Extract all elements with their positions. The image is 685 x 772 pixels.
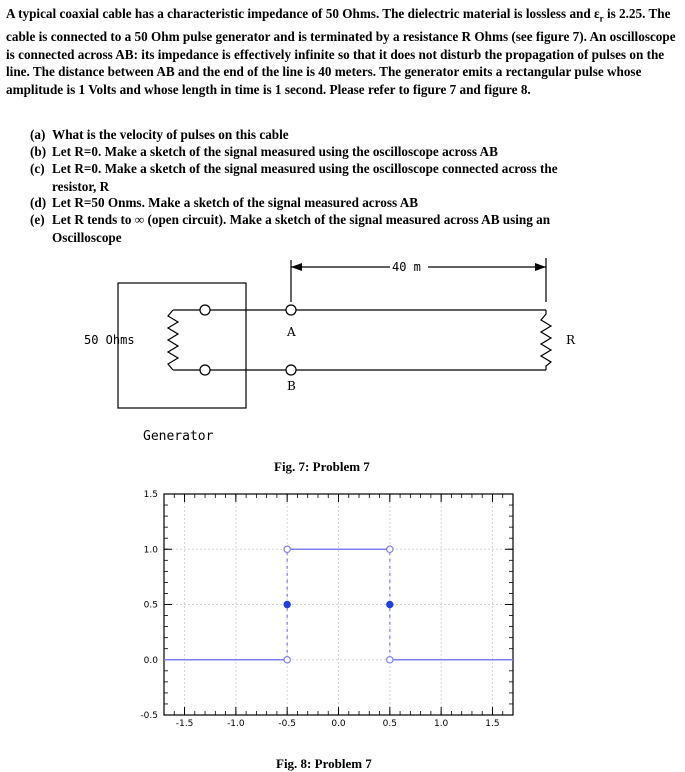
terminal-a-label: A [287,325,296,339]
open-point [387,546,393,552]
generator-resistance-label: 50 Ohms [84,333,135,347]
y-tick-label: 1.5 [143,490,158,500]
figure8-caption: Fig. 8: Problem 7 [276,756,372,771]
y-tick-label: 0.5 [143,600,158,611]
y-tick-label: -0.5 [140,711,158,721]
question-d: (d) Let R=50 Onms. Make a sketch of the signal measured across AB [30,195,419,210]
open-point [284,546,290,552]
open-point [284,657,290,663]
y-tick-label: 1.0 [143,545,158,556]
x-tick-label: 1.0 [433,719,449,729]
problem-intro: A typical coaxial cable has a characteristic impedance of 50 Ohms. The dielectric material is lossless and $\varepsilon_r$ is 2.25. The cable is connected to a 50 Ohm pulse generator and is terminated by a resistance R Ohms (see figure 7). An oscilloscope is connected across AB: its impedance is effectively infinite so that it does not disturb the propagation of pulses on the line. The distance between AB and the end of the line is 40 meters. The generator emits a rectangular pulse whose amplitude is 1 Volts and whose length in time is 1 second. Please refer to figure 7 and figure 8. [6,6,676,98]
question-e: (e) Let R tends to ∞ (open circuit). Make a sketch of the signal measured across AB using an Oscilloscope [30,212,551,245]
generator-resistor [168,310,178,370]
figure7-caption: Fig. 7: Problem 7 [274,459,370,474]
terminal-b-node [286,365,296,375]
x-tick-label: -1.5 [175,719,194,729]
question-a: (a) What is the velocity of pulses on this cable [30,127,289,142]
load-label: R [566,333,576,347]
load-resistor [541,310,551,370]
x-tick-label: -0.5 [278,719,296,729]
distance-label: 40 m [392,260,421,274]
x-tick-label: 1.5 [485,719,500,729]
x-tick-label: -1.0 [227,719,245,729]
terminal-b-label: B [287,379,296,393]
y-tick-label: 0.0 [143,655,158,666]
filled-point [387,601,393,607]
question-b: (b) Let R=0. Make a sketch of the signal measured using the oscilloscope across AB [30,144,498,159]
x-tick-label: 0.0 [331,719,346,729]
generator-label: Generator [143,429,214,444]
terminal-a-node [286,305,296,315]
filled-point [284,601,290,607]
open-point [387,657,393,663]
generator-box [118,283,246,408]
pulse-chart [0,478,685,738]
x-tick-label: 0.5 [382,719,397,729]
question-c: (c) Let R=0. Make a sketch of the signal measured using the oscilloscope connected across the resistor, R [30,161,558,194]
